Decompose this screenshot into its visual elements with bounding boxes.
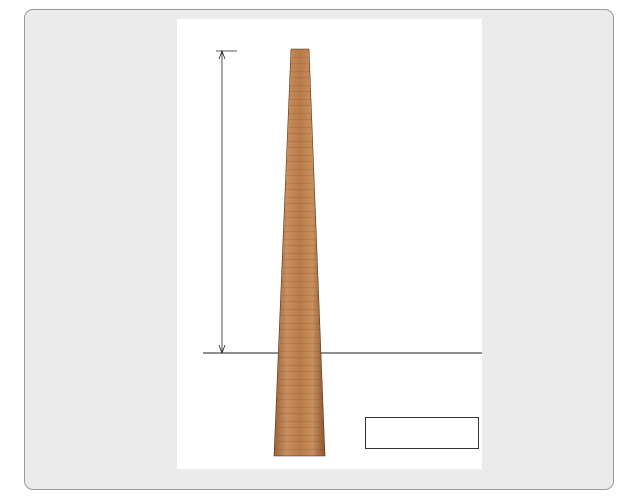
figure-frame	[24, 9, 614, 490]
finite-element-diagram	[177, 19, 482, 469]
length-dimension	[216, 51, 237, 353]
wood-pole	[274, 49, 325, 456]
convergence-note	[365, 417, 479, 449]
figure-panel	[177, 19, 482, 469]
